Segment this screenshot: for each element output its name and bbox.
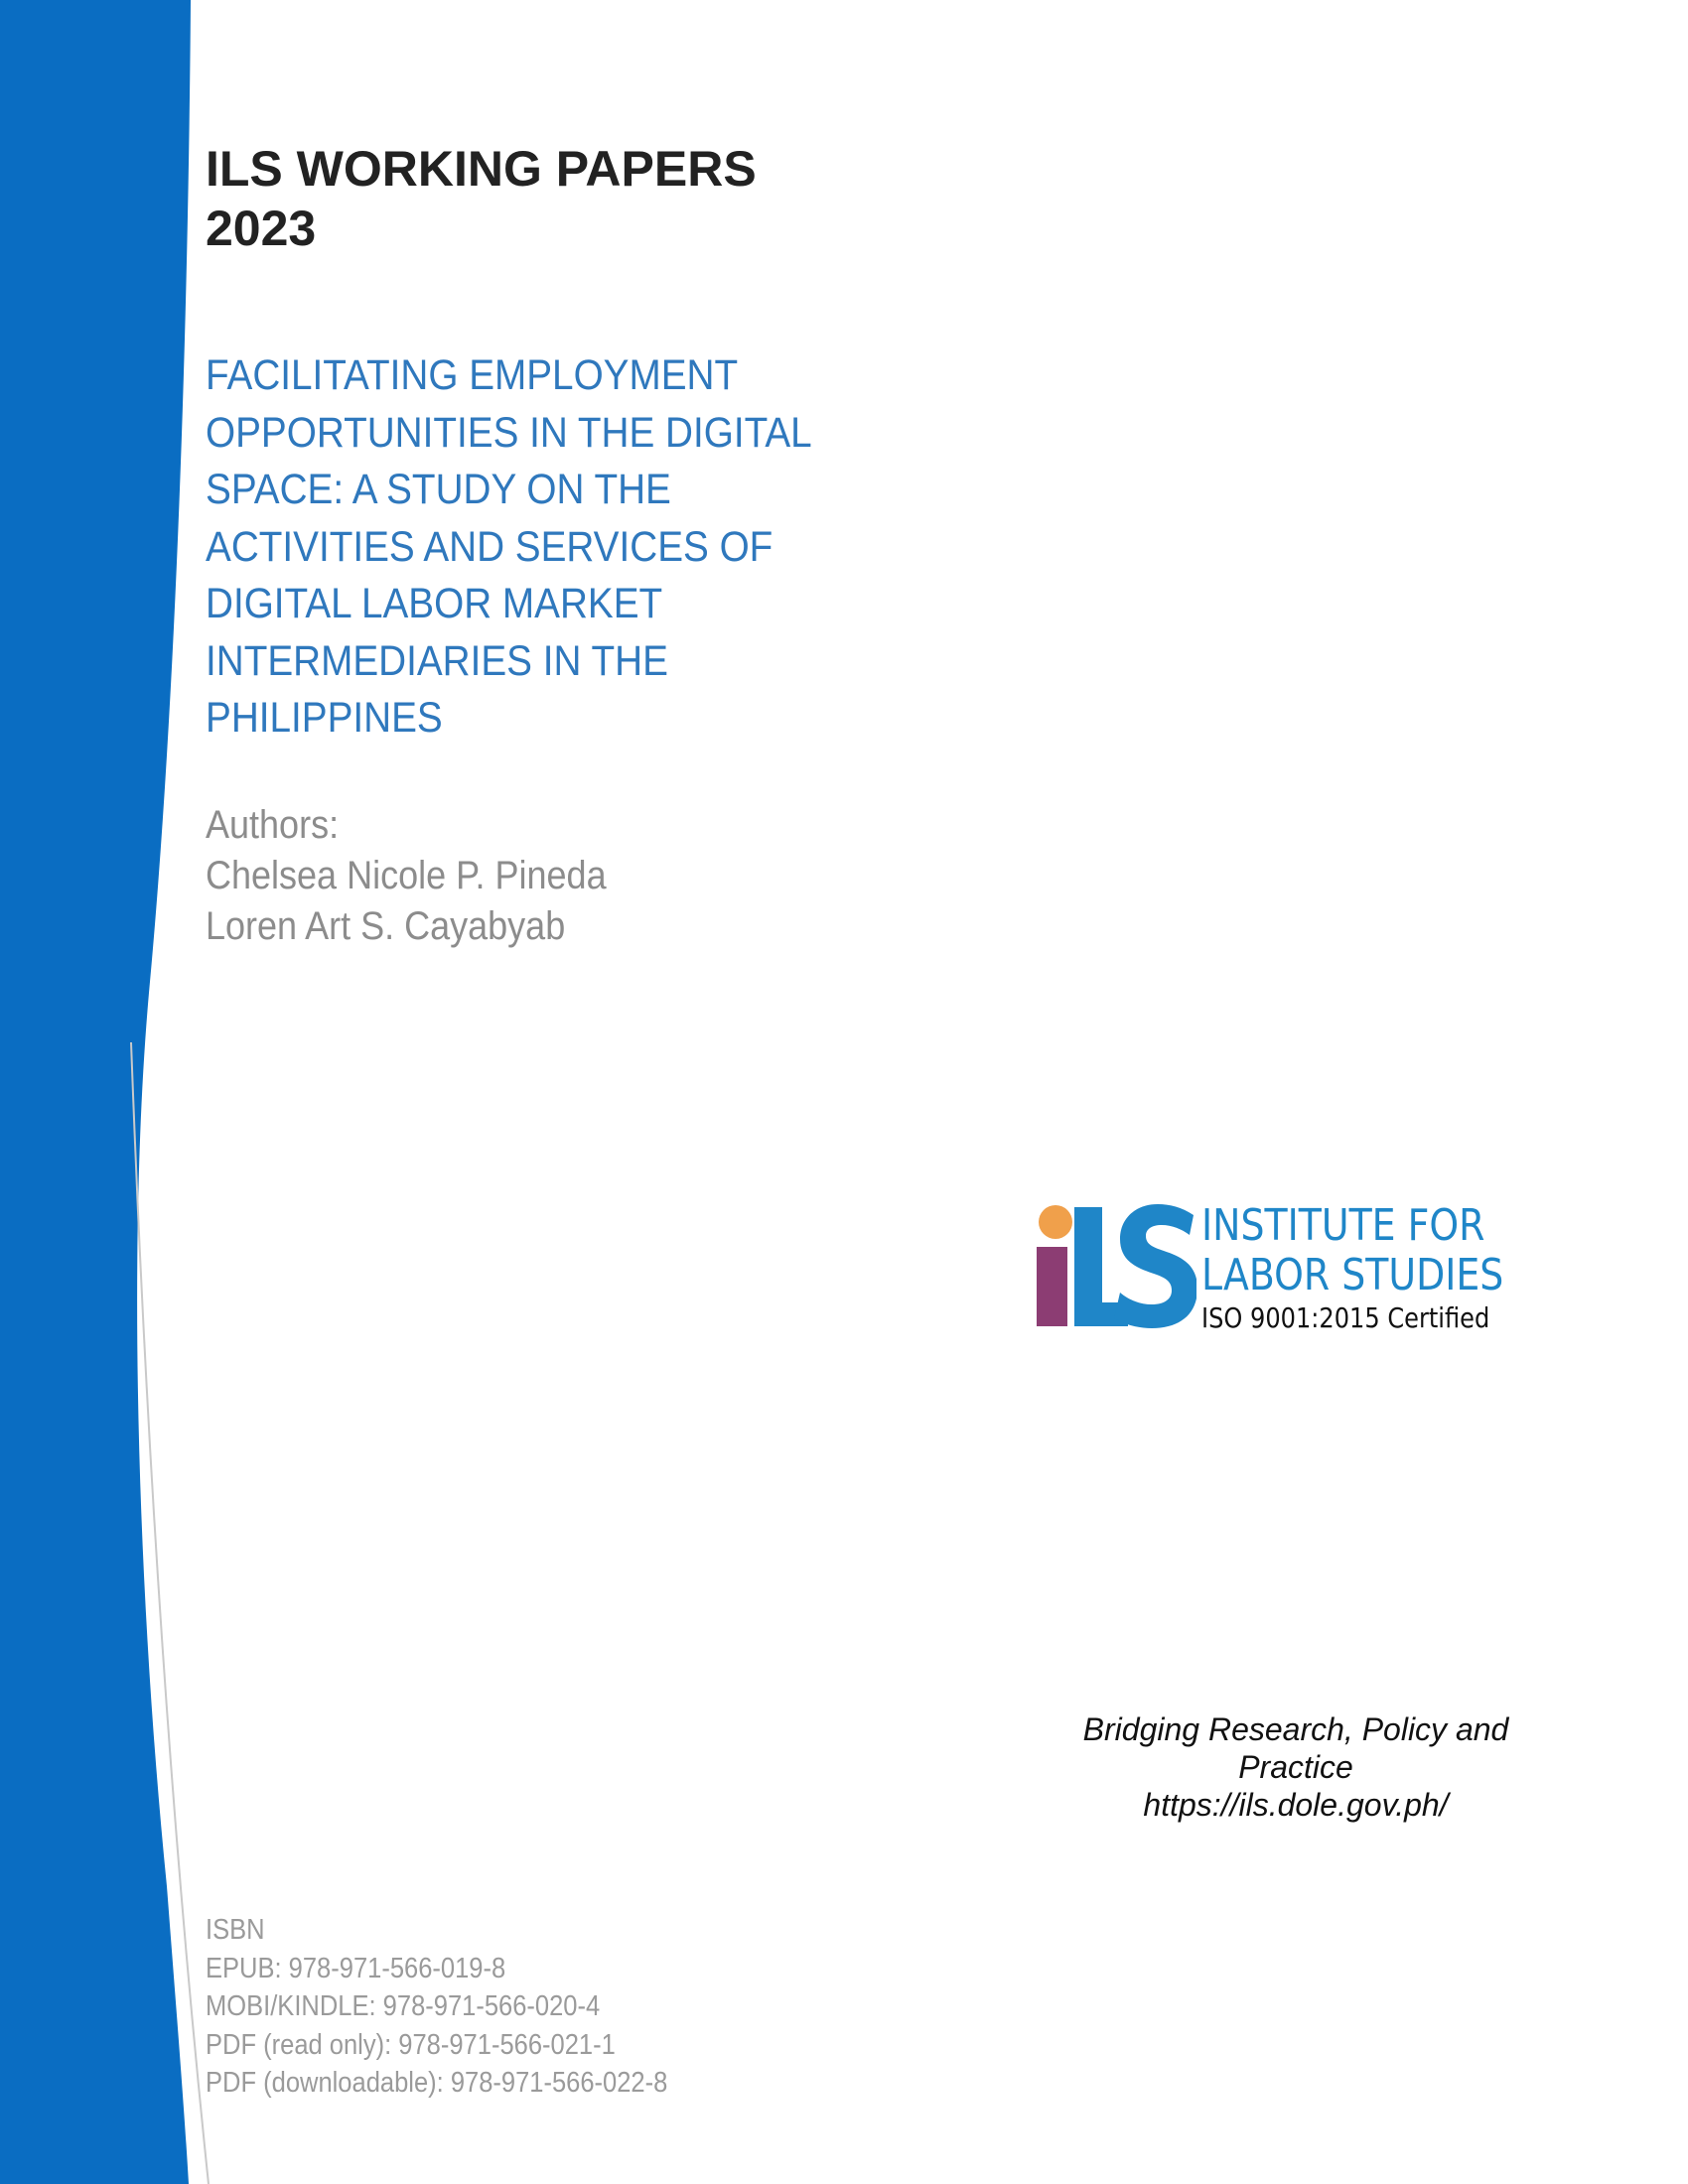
series-title-line: ILS WORKING PAPERS xyxy=(206,141,757,197)
logo-dot-shape xyxy=(1039,1205,1072,1239)
authors-heading: Authors: xyxy=(206,803,340,847)
isbn-entry: MOBI/KINDLE: 978-971-566-020-4 xyxy=(206,1990,601,2022)
paper-title xyxy=(206,347,813,748)
author-name: Loren Art S. Cayabyab xyxy=(206,904,566,948)
ils-logo xyxy=(1033,1201,1529,1335)
isbn-entry: PDF (read only): 978-971-566-021-1 xyxy=(206,2028,616,2061)
paper-title-line: INTERMEDIARIES IN THE xyxy=(206,636,668,685)
logo-certification: ISO 9001:2015 Certified xyxy=(1201,1301,1490,1334)
cover-side-band xyxy=(0,0,258,2184)
logo-text-labor-studies: LABOR STUDIES xyxy=(1201,1250,1504,1300)
isbn-block xyxy=(206,1911,667,2103)
website-url: https://ils.dole.gov.ph/ xyxy=(1143,1787,1449,1823)
series-title xyxy=(206,139,757,258)
paper-title-line: FACILITATING EMPLOYMENT xyxy=(206,351,739,399)
tagline-line: Practice xyxy=(1238,1749,1353,1785)
isbn-heading: ISBN xyxy=(206,1914,265,1946)
tagline-line: Bridging Research, Policy and xyxy=(1082,1711,1509,1747)
series-year: 2023 xyxy=(206,201,317,256)
isbn-entry: PDF (downloadable): 978-971-566-022-8 xyxy=(206,2067,668,2099)
paper-title-line: PHILIPPINES xyxy=(206,694,443,742)
paper-title-line: ACTIVITIES AND SERVICES OF xyxy=(206,522,774,571)
paper-title-line: DIGITAL LABOR MARKET xyxy=(206,580,663,627)
authors-block xyxy=(206,800,607,952)
paper-title-line: OPPORTUNITIES IN THE DIGITAL xyxy=(206,408,812,457)
paper-title-line: SPACE: A STUDY ON THE xyxy=(206,466,671,513)
author-name: Chelsea Nicole P. Pineda xyxy=(206,854,607,897)
ils-logo-mark xyxy=(1033,1201,1196,1330)
logo-s-shape xyxy=(1114,1204,1196,1328)
logo-i-stem-shape xyxy=(1037,1247,1067,1326)
isbn-entry: EPUB: 978-971-566-019-8 xyxy=(206,1952,506,1984)
logo-text-institute: INSTITUTE FOR xyxy=(1201,1200,1485,1251)
tagline-block xyxy=(1033,1710,1559,1824)
